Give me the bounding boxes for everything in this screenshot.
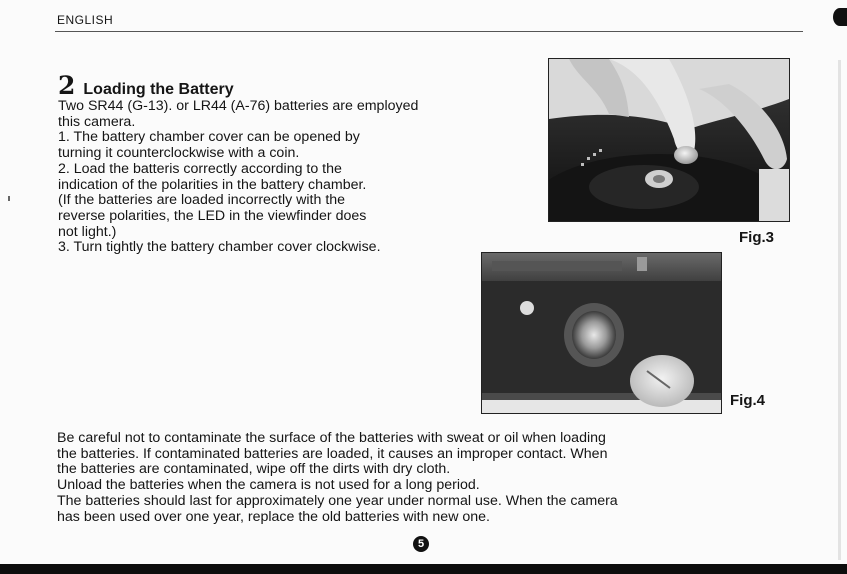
text-line: 2. Load the batteris correctly according to the [58,160,342,177]
text-line: the batteries. If contaminated batteries are loaded, it causes an improper contact. When [57,445,608,462]
instructions-text [58,99,478,256]
section-title: Loading the Battery [83,81,234,98]
section-heading [58,71,234,100]
text-line: Be careful not to contaminate the surface of the batteries with sweat or oil when loading [57,430,606,446]
text-line: The batteries should last for approximately one year under normal use. When the camera [57,492,618,509]
language-label: ENGLISH [57,13,114,27]
page-number-badge: 5 [413,536,429,552]
figure-3-photo [548,58,790,222]
text-line: (If the batteries are loaded incorrectly with the [58,192,346,209]
text-line: indication of the polarities in the battery chamber. [58,176,367,193]
battery-chamber-illustration [482,253,721,413]
figure-3-label: Fig.3 [739,229,775,246]
page-bottom-edge [0,564,847,574]
page-edge-mark [833,8,847,26]
text-line: 3. Turn tightly the battery chamber cover clockwise. [58,239,381,256]
section-number: 2 [58,71,76,100]
text-line: not light.) [58,223,117,240]
figure-4-label: Fig.4 [730,392,766,409]
text-line: has been used over one year, replace the old batteries with new one. [57,508,491,525]
text-line: this camera. [58,113,136,130]
notes-text [57,431,757,525]
text-line: turning it counterclockwise with a coin. [58,145,300,162]
text-line: 1. The battery chamber cover can be opened by [58,129,360,146]
text-line: Two SR44 (G-13). or LR44 (A-76) batteries are employed [58,98,419,114]
text-line: reverse polarities, the LED in the viewfinder does [58,207,367,224]
hand-coin-illustration [549,59,789,221]
scan-speck [8,196,10,201]
figure-4-photo [481,252,722,414]
text-line: Unload the batteries when the camera is not used for a long period. [57,477,480,494]
page-edge-shadow [838,60,841,560]
header-rule [55,31,803,32]
text-line: the batteries are contaminated, wipe off the dirts with dry cloth. [57,461,451,478]
